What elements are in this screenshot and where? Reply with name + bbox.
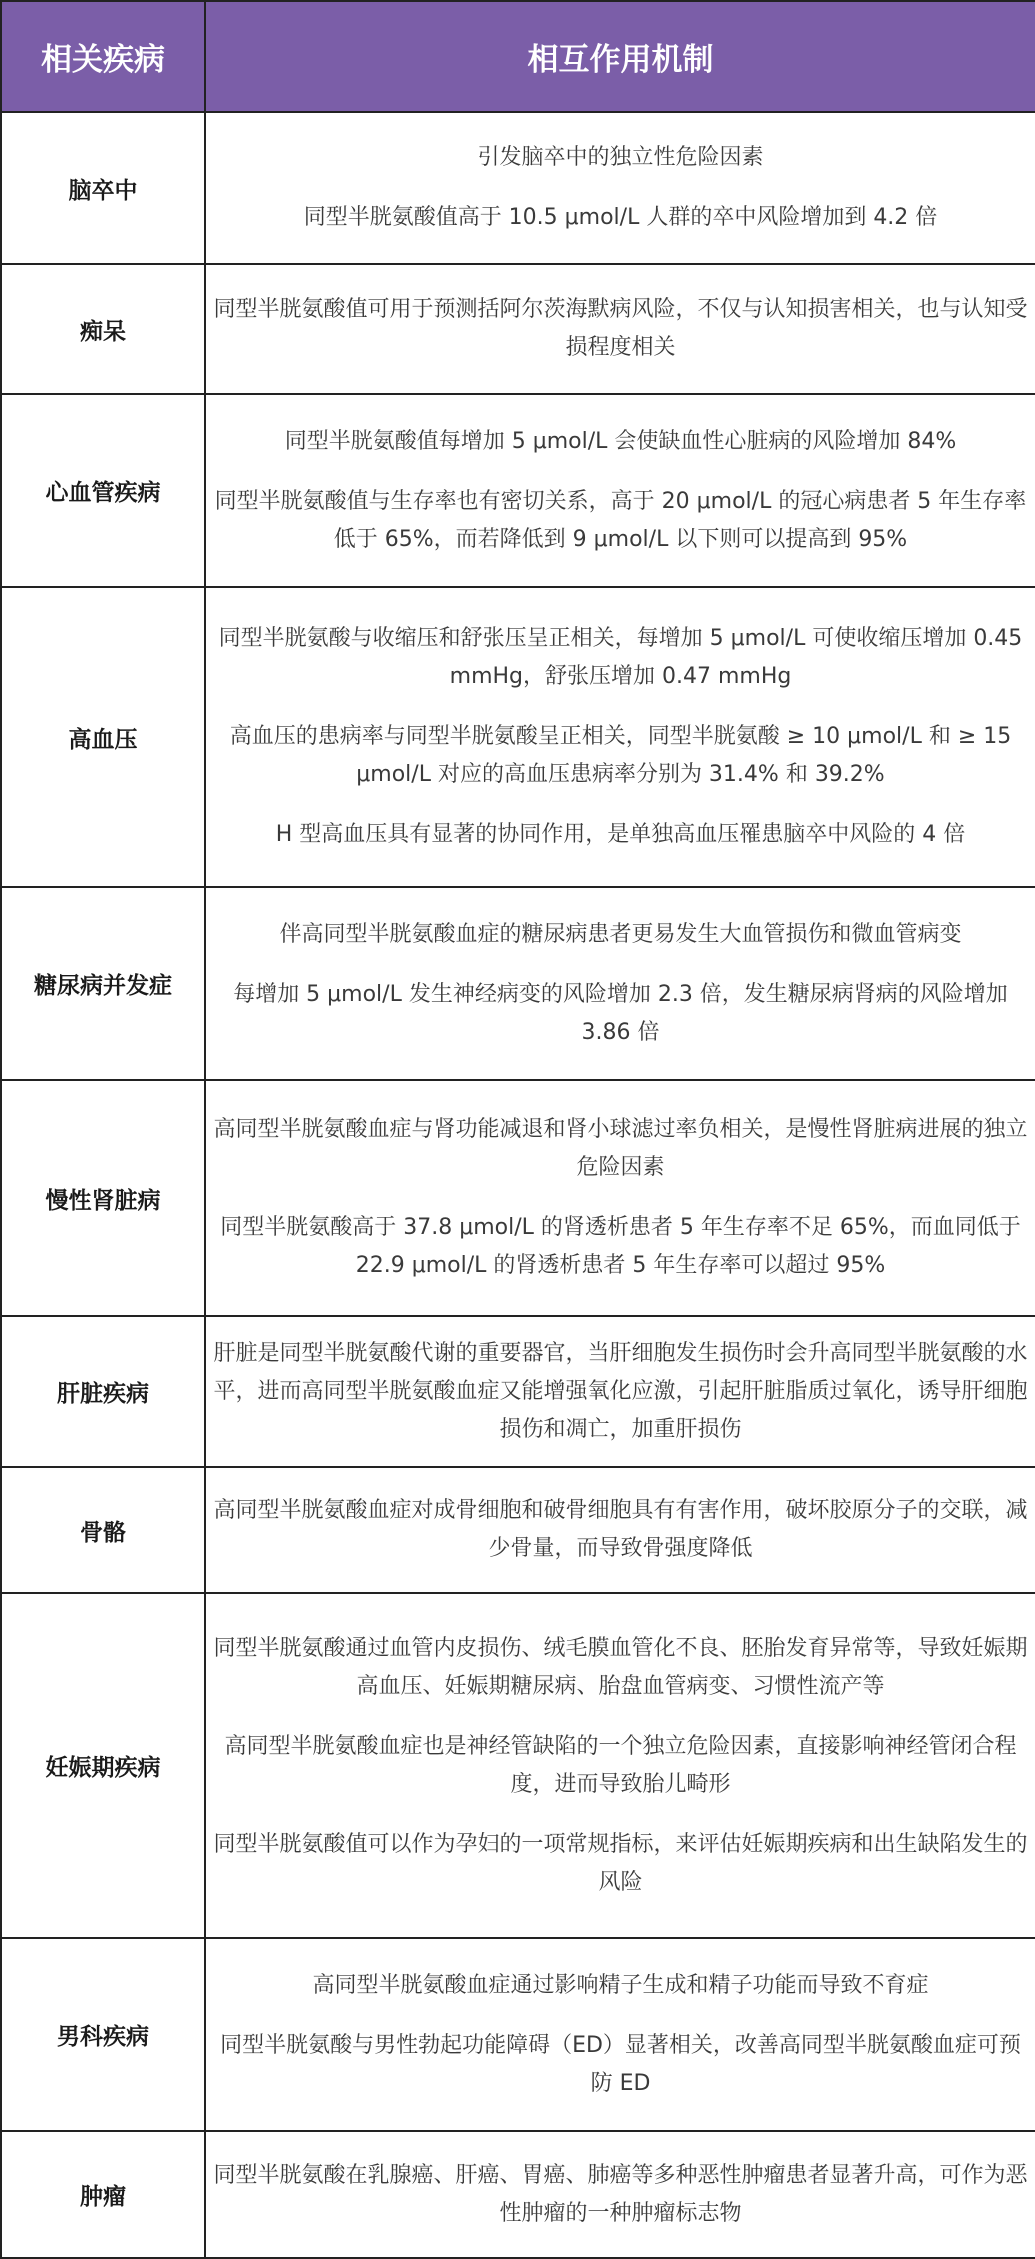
table-row [1, 1593, 1035, 1938]
disease-cell: 脑卒中 [1, 112, 205, 264]
mechanism-paragraph: 高同型半胱氨酸血症也是神经管缺陷的一个独立危险因素，直接影响神经管闭合程度，进而导致胎儿畸形 [224, 1733, 1017, 1797]
mechanism-paragraph: H 型高血压具有显著的协同作用，是单独高血压罹患脑卒中风险的 4 倍 [275, 822, 966, 847]
mechanism-paragraph: 同型半胱氨酸值可以作为孕妇的一项常规指标，来评估妊娠期疾病和出生缺陷发生的风险 [213, 1831, 1028, 1895]
table-header-row [1, 1, 1035, 112]
table-row [1, 1467, 1035, 1593]
mechanism-paragraph: 同型半胱氨酸与收缩压和舒张压呈正相关，每增加 5 μmol/L 可使收缩压增加 0.45 mmHg，舒张压增加 0.47 mmHg [218, 626, 1023, 689]
mechanism-paragraph: 同型半胱氨酸值每增加 5 μmol/L 会使缺血性心脏病的风险增加 84% [284, 428, 957, 454]
table-row [1, 587, 1035, 887]
mechanism-cell [205, 587, 1035, 887]
disease-cell: 男科疾病 [1, 1938, 205, 2131]
mechanism-cell [205, 1467, 1035, 1593]
mechanism-paragraph: 伴高同型半胱氨酸血症的糖尿病患者更易发生大血管损伤和微血管病变 [279, 921, 962, 947]
disease-cell: 糖尿病并发症 [1, 887, 205, 1080]
mechanism-paragraph: 同型半胱氨酸通过血管内皮损伤、绒毛膜血管化不良、胚胎发育异常等，导致妊娠期高血压、妊娠期糖尿病、胎盘血管病变、习惯性流产等 [213, 1635, 1028, 1699]
table-row [1, 1316, 1035, 1467]
mechanism-cell [205, 1316, 1035, 1467]
table-row [1, 887, 1035, 1080]
mechanism-paragraph: 高血压的患病率与同型半胱氨酸呈正相关，同型半胱氨酸 ≥ 10 μmol/L 和 ≥ 15 μmol/L 对应的高血压患病率分别为 31.4% 和 39.2% [229, 724, 1012, 787]
mechanism-cell [205, 1080, 1035, 1316]
disease-cell: 心血管疾病 [1, 394, 205, 587]
mechanism-paragraph: 肝脏是同型半胱氨酸代谢的重要器官，当肝细胞发生损伤时会升高同型半胱氨酸的水平，进而高同型半胱氨酸血症又能增强氧化应激，引起肝脏脂质过氧化，诱导肝细胞损伤和凋亡，加重肝损伤 [213, 1340, 1028, 1442]
disease-cell: 妊娠期疾病 [1, 1593, 205, 1938]
mechanism-paragraph: 同型半胱氨酸高于 37.8 μmol/L 的肾透析患者 5 年生存率不足 65%，而血同低于 22.9 μmol/L 的肾透析患者 5 年生存率可以超过 95% [220, 1215, 1021, 1278]
header-disease: 相关疾病 [1, 1, 205, 112]
mechanism-paragraph: 同型半胱氨酸与男性勃起功能障碍（ED）显著相关，改善高同型半胱氨酸血症可预防 ED [220, 2032, 1021, 2096]
disease-cell: 骨骼 [1, 1467, 205, 1593]
mechanism-cell [205, 264, 1035, 394]
disease-cell: 肝脏疾病 [1, 1316, 205, 1467]
mechanism-cell [205, 887, 1035, 1080]
mechanism-cell [205, 1593, 1035, 1938]
table-row [1, 264, 1035, 394]
mechanism-paragraph: 同型半胱氨酸值与生存率也有密切关系，高于 20 μmol/L 的冠心病患者 5 年生存率低于 65%，而若降低到 9 μmol/L 以下则可以提高到 95% [214, 488, 1027, 552]
mechanism-cell [205, 394, 1035, 587]
mechanism-cell [205, 112, 1035, 264]
table-row [1, 1080, 1035, 1316]
table-row [1, 2131, 1035, 2258]
header-mechanism: 相互作用机制 [205, 1, 1035, 112]
mechanism-paragraph: 同型半胱氨酸值高于 10.5 μmol/L 人群的卒中风险增加到 4.2 倍 [303, 205, 938, 230]
mechanism-paragraph: 同型半胱氨酸在乳腺癌、肝癌、胃癌、肺癌等多种恶性肿瘤患者显著升高，可作为恶性肿瘤的一种肿瘤标志物 [213, 2162, 1028, 2226]
table-row [1, 112, 1035, 264]
table-body [1, 112, 1035, 2258]
disease-cell: 肿瘤 [1, 2131, 205, 2258]
mechanism-cell [205, 1938, 1035, 2131]
mechanism-paragraph: 同型半胱氨酸值可用于预测括阿尔茨海默病风险，不仅与认知损害相关，也与认知受损程度相关 [213, 297, 1028, 360]
mechanism-paragraph: 每增加 5 μmol/L 发生神经病变的风险增加 2.3 倍，发生糖尿病肾病的风险增加 3.86 倍 [233, 981, 1008, 1045]
table-row [1, 394, 1035, 587]
mechanism-paragraph: 高同型半胱氨酸血症与肾功能减退和肾小球滤过率负相关，是慢性肾脏病进展的独立危险因素 [213, 1117, 1028, 1180]
disease-cell: 痴呆 [1, 264, 205, 394]
disease-cell: 慢性肾脏病 [1, 1080, 205, 1316]
disease-cell: 高血压 [1, 587, 205, 887]
table-row [1, 1938, 1035, 2131]
mechanism-cell [205, 2131, 1035, 2258]
mechanism-paragraph: 引发脑卒中的独立性危险因素 [477, 145, 764, 170]
mechanism-paragraph: 高同型半胱氨酸血症对成骨细胞和破骨细胞具有有害作用，破坏胶原分子的交联，减少骨量，而导致骨强度降低 [213, 1498, 1028, 1561]
mechanism-paragraph: 高同型半胱氨酸血症通过影响精子生成和精子功能而导致不育症 [312, 1972, 929, 1998]
